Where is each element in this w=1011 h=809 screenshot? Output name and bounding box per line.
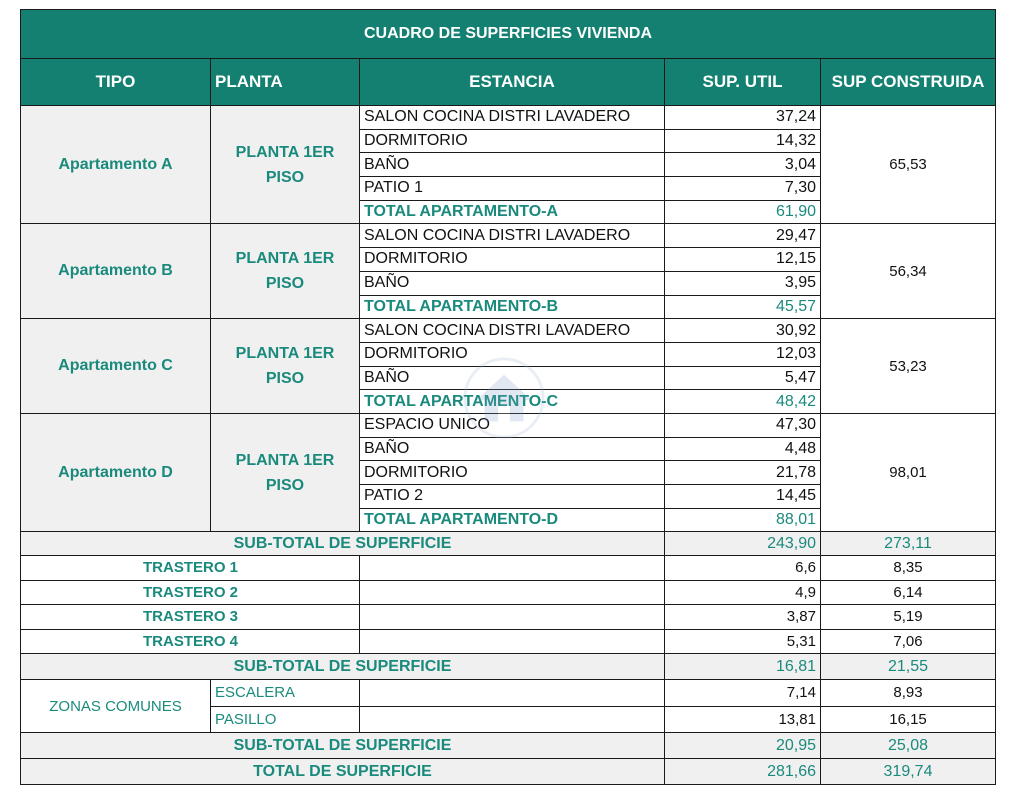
room-util: 14,32 bbox=[665, 129, 821, 153]
empty-cell bbox=[360, 556, 665, 581]
subtotal-zonas-construida: 25,08 bbox=[821, 733, 996, 759]
room-name: DORMITORIO bbox=[360, 248, 665, 272]
subtotal-viviendas-construida: 273,11 bbox=[821, 532, 996, 556]
room-name: DORMITORIO bbox=[360, 129, 665, 153]
header-tipo: TIPO bbox=[21, 59, 211, 106]
planta-line: PLANTA 1ER bbox=[235, 345, 335, 363]
total-superficie-construida: 319,74 bbox=[821, 759, 996, 785]
room-name: SALON COCINA DISTRI LAVADERO bbox=[360, 106, 665, 130]
empty-cell bbox=[360, 706, 665, 733]
room-util: 21,78 bbox=[665, 461, 821, 485]
trastero-util: 4,9 bbox=[665, 580, 821, 605]
room-util: 7,30 bbox=[665, 177, 821, 201]
zonas-comunes-label: ZONAS COMUNES bbox=[21, 680, 211, 733]
room-util: 4,48 bbox=[665, 437, 821, 461]
planta-line: PLANTA 1ER bbox=[235, 451, 335, 469]
trastero-util: 6,6 bbox=[665, 556, 821, 581]
trastero-name: TRASTERO 4 bbox=[21, 629, 360, 654]
trastero-util: 5,31 bbox=[665, 629, 821, 654]
header-estancia: ESTANCIA bbox=[360, 59, 665, 106]
room-name: BAÑO bbox=[360, 437, 665, 461]
subtotal-trasteros-util: 16,81 bbox=[665, 654, 821, 680]
trastero-construida: 8,35 bbox=[821, 556, 996, 581]
header-sup-construida: SUP CONSTRUIDA bbox=[821, 59, 996, 106]
empty-cell bbox=[360, 580, 665, 605]
zona-item-name: ESCALERA bbox=[211, 680, 360, 707]
apartment-c-tipo: Apartamento C bbox=[21, 319, 211, 414]
apartment-total-label: TOTAL APARTAMENTO-C bbox=[360, 390, 665, 414]
apartment-d-planta bbox=[211, 413, 360, 531]
room-name: BAÑO bbox=[360, 153, 665, 177]
trastero-construida: 7,06 bbox=[821, 629, 996, 654]
empty-cell bbox=[360, 629, 665, 654]
apartment-a-tipo: Apartamento A bbox=[21, 106, 211, 224]
apartment-total-label: TOTAL APARTAMENTO-D bbox=[360, 508, 665, 532]
room-util: 3,95 bbox=[665, 271, 821, 295]
subtotal-zonas-util: 20,95 bbox=[665, 733, 821, 759]
apartment-total-util: 48,42 bbox=[665, 390, 821, 414]
apartment-b-planta bbox=[211, 224, 360, 319]
subtotal-viviendas-label: SUB-TOTAL DE SUPERFICIE bbox=[21, 532, 665, 556]
apartment-c-construida: 53,23 bbox=[821, 319, 996, 414]
room-util: 29,47 bbox=[665, 224, 821, 248]
empty-cell bbox=[360, 605, 665, 630]
zona-item-util: 7,14 bbox=[665, 680, 821, 707]
header-sup-util: SUP. UTIL bbox=[665, 59, 821, 106]
apartment-total-label: TOTAL APARTAMENTO-B bbox=[360, 295, 665, 319]
room-name: BAÑO bbox=[360, 271, 665, 295]
apartment-d-construida: 98,01 bbox=[821, 413, 996, 531]
apartment-total-util: 88,01 bbox=[665, 508, 821, 532]
total-superficie-util: 281,66 bbox=[665, 759, 821, 785]
trastero-name: TRASTERO 2 bbox=[21, 580, 360, 605]
room-name: DORMITORIO bbox=[360, 461, 665, 485]
zona-item-construida: 8,93 bbox=[821, 680, 996, 707]
trastero-construida: 6,14 bbox=[821, 580, 996, 605]
planta-line: PISO bbox=[265, 476, 305, 494]
room-util: 3,04 bbox=[665, 153, 821, 177]
apartment-total-util: 45,57 bbox=[665, 295, 821, 319]
zona-item-name: PASILLO bbox=[211, 706, 360, 733]
subtotal-trasteros-label: SUB-TOTAL DE SUPERFICIE bbox=[21, 654, 665, 680]
room-name: PATIO 2 bbox=[360, 485, 665, 509]
surface-table bbox=[20, 9, 996, 785]
zona-item-util: 13,81 bbox=[665, 706, 821, 733]
total-superficie-label: TOTAL DE SUPERFICIE bbox=[21, 759, 665, 785]
surface-table-sheet bbox=[20, 9, 995, 791]
room-util: 5,47 bbox=[665, 366, 821, 390]
apartment-c-planta bbox=[211, 319, 360, 414]
room-name: SALON COCINA DISTRI LAVADERO bbox=[360, 224, 665, 248]
room-name: ESPACIO UNICO bbox=[360, 413, 665, 437]
apartment-a-planta bbox=[211, 106, 360, 224]
apartment-total-label: TOTAL APARTAMENTO-A bbox=[360, 200, 665, 224]
planta-line: PISO bbox=[265, 168, 305, 186]
subtotal-trasteros-construida: 21,55 bbox=[821, 654, 996, 680]
apartment-b-construida: 56,34 bbox=[821, 224, 996, 319]
apartment-total-util: 61,90 bbox=[665, 200, 821, 224]
trastero-name: TRASTERO 3 bbox=[21, 605, 360, 630]
apartment-d-tipo: Apartamento D bbox=[21, 413, 211, 531]
trastero-util: 3,87 bbox=[665, 605, 821, 630]
subtotal-viviendas-util: 243,90 bbox=[665, 532, 821, 556]
trastero-name: TRASTERO 1 bbox=[21, 556, 360, 581]
planta-line: PLANTA 1ER bbox=[235, 143, 335, 161]
empty-cell bbox=[360, 680, 665, 707]
zona-item-construida: 16,15 bbox=[821, 706, 996, 733]
table-title: CUADRO DE SUPERFICIES VIVIENDA bbox=[21, 10, 996, 59]
planta-line: PISO bbox=[265, 370, 305, 388]
planta-line: PLANTA 1ER bbox=[235, 250, 335, 268]
room-util: 37,24 bbox=[665, 106, 821, 130]
room-name: SALON COCINA DISTRI LAVADERO bbox=[360, 319, 665, 343]
header-planta: PLANTA bbox=[211, 59, 360, 106]
room-util: 30,92 bbox=[665, 319, 821, 343]
room-name: PATIO 1 bbox=[360, 177, 665, 201]
room-name: BAÑO bbox=[360, 366, 665, 390]
trastero-construida: 5,19 bbox=[821, 605, 996, 630]
planta-line: PISO bbox=[265, 275, 305, 293]
apartment-b-tipo: Apartamento B bbox=[21, 224, 211, 319]
room-util: 12,15 bbox=[665, 248, 821, 272]
apartment-a-construida: 65,53 bbox=[821, 106, 996, 224]
room-util: 47,30 bbox=[665, 413, 821, 437]
room-util: 14,45 bbox=[665, 485, 821, 509]
subtotal-zonas-label: SUB-TOTAL DE SUPERFICIE bbox=[21, 733, 665, 759]
room-name: DORMITORIO bbox=[360, 342, 665, 366]
room-util: 12,03 bbox=[665, 342, 821, 366]
